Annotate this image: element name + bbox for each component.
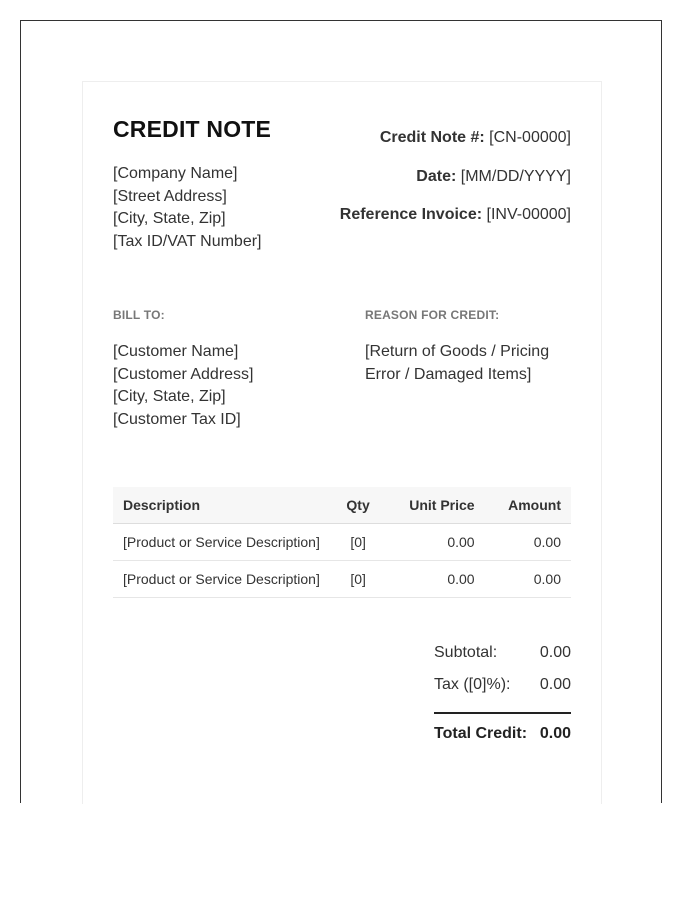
- header-unit-price: Unit Price: [386, 487, 484, 524]
- table-header-row: [113, 487, 571, 524]
- reference-invoice-value: [INV-00000]: [486, 206, 571, 223]
- date-value: [MM/DD/YYYY]: [460, 168, 571, 185]
- row-unit-price: 0.00: [386, 524, 484, 561]
- row-amount: 0.00: [485, 561, 571, 598]
- company-city: [City, State, Zip]: [113, 210, 226, 227]
- reference-invoice-label: Reference Invoice:: [339, 206, 483, 223]
- customer-address: [Customer Address]: [113, 365, 254, 383]
- subtotal-value: 0.00: [539, 644, 571, 661]
- bill-to-block: [113, 341, 254, 431]
- customer-name: [Customer Name]: [113, 343, 239, 360]
- row-amount: 0.00: [485, 524, 571, 561]
- company-name: [Company Name]: [113, 165, 238, 182]
- page-frame: [20, 20, 662, 803]
- tax-value: 0.00: [539, 676, 571, 693]
- header-description: Description: [113, 487, 330, 524]
- company-tax-id: [Tax ID/VAT Number]: [113, 232, 262, 250]
- table-row: [113, 561, 571, 598]
- document-title: CREDIT NOTE: [113, 116, 272, 142]
- subtotal-label: Subtotal:: [434, 644, 498, 661]
- line-items-table: [113, 487, 571, 598]
- total-credit-value: 0.00: [539, 725, 571, 742]
- total-divider: [434, 712, 571, 714]
- table-row: [113, 524, 571, 561]
- row-qty: [0]: [330, 561, 386, 598]
- subtotal-row: [434, 644, 571, 666]
- credit-note-number-value: [CN-00000]: [489, 129, 571, 146]
- total-credit-label: Total Credit:: [434, 725, 528, 742]
- date-label: Date:: [416, 168, 457, 185]
- reference-invoice-row: [340, 206, 571, 224]
- header-qty: Qty: [330, 487, 386, 524]
- date-row: [416, 168, 571, 186]
- tax-row: [434, 676, 571, 698]
- company-block: [113, 163, 261, 253]
- total-credit-row: [434, 725, 571, 747]
- row-description: [Product or Service Description]: [113, 524, 330, 561]
- row-qty: [0]: [330, 524, 386, 561]
- reason-for-credit-text: [Return of Goods / Pricing Error / Damaged Items]: [365, 343, 550, 383]
- credit-note-number-row: [380, 129, 571, 147]
- row-description: [Product or Service Description]: [113, 561, 330, 598]
- tax-label: Tax ([0]%):: [434, 676, 511, 693]
- credit-note-document: [82, 81, 602, 804]
- credit-note-number-label: Credit Note #:: [379, 129, 485, 146]
- row-unit-price: 0.00: [386, 561, 484, 598]
- customer-tax-id: [Customer Tax ID]: [113, 410, 241, 428]
- company-street: [Street Address]: [113, 187, 227, 205]
- header-amount: Amount: [485, 487, 571, 524]
- customer-city: [City, State, Zip]: [113, 388, 226, 405]
- bill-to-label: BILL TO:: [113, 308, 165, 322]
- reason-for-credit-label: REASON FOR CREDIT:: [365, 308, 500, 322]
